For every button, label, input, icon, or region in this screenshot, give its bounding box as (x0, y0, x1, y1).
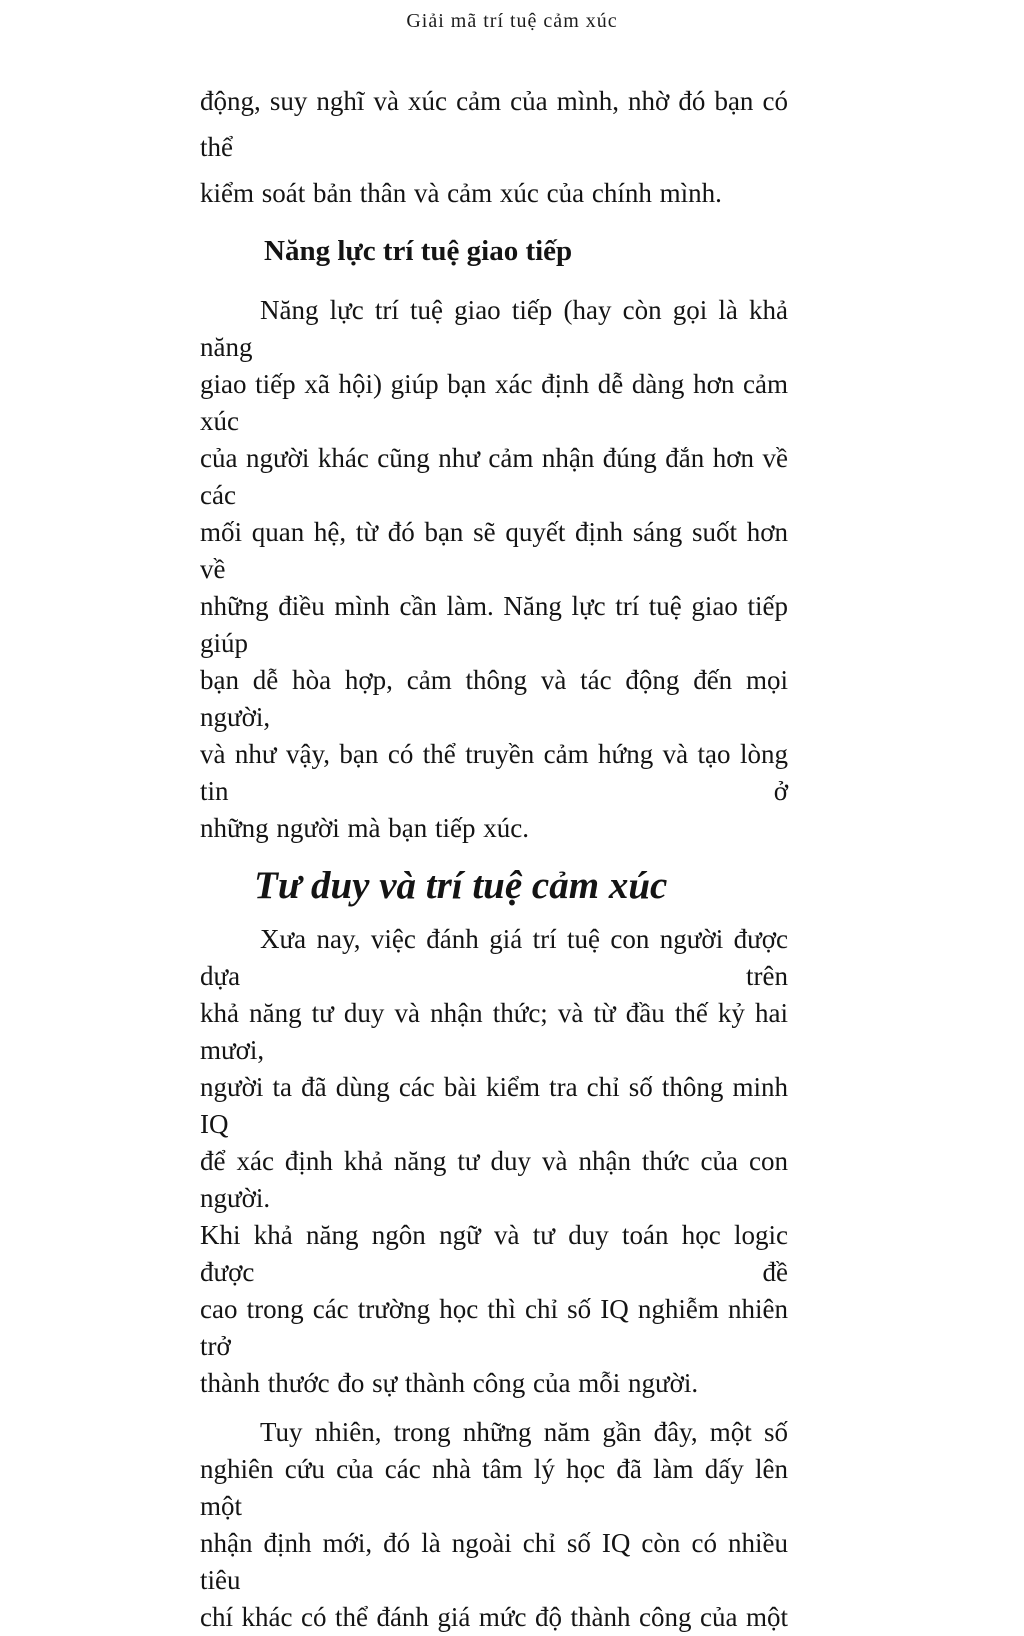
text-line: Xưa nay, việc đánh giá trí tuệ con người được dựa trên (200, 924, 788, 991)
text-line: động, suy nghĩ và xúc cảm của mình, nhờ đó bạn có thể (200, 86, 788, 162)
text-line: và như vậy, bạn có thể truyền cảm hứng và tạo lòng tin ở (200, 739, 788, 806)
text-line: nghiên cứu của các nhà tâm lý học đã làm dấy lên một (200, 1454, 788, 1521)
text-line: những điều mình cần làm. Năng lực trí tuệ giao tiếp giúp (200, 591, 788, 658)
text-line: chí khác có thể đánh giá mức độ thành công của một (200, 1602, 788, 1632)
text-line: khả năng tư duy và nhận thức; và từ đầu thế kỷ hai mươi, (200, 998, 788, 1065)
running-header: Giải mã trí tuệ cảm xúc (406, 10, 618, 32)
text-line: giao tiếp xã hội) giúp bạn xác định dễ dàng hơn cảm xúc (200, 369, 788, 436)
paragraph (200, 921, 788, 1402)
paragraph (200, 1414, 788, 1636)
subheading: Năng lực trí tuệ giao tiếp (264, 235, 573, 267)
text-line: người ta đã dùng các bài kiểm tra chỉ số thông minh IQ (200, 1072, 788, 1139)
paragraph (200, 78, 788, 216)
text-line: những người mà bạn tiếp xúc. (200, 813, 529, 843)
text-line: kiểm soát bản thân và cảm xúc của chính mình. (200, 178, 722, 208)
text-line: cao trong các trường học thì chỉ số IQ nghiễm nhiên trở (200, 1294, 788, 1361)
text-line: bạn dễ hòa hợp, cảm thông và tác động đến mọi người, (200, 665, 788, 732)
section-heading: Tư duy và trí tuệ cảm xúc (254, 864, 668, 907)
text-line: mối quan hệ, từ đó bạn sẽ quyết định sáng suốt hơn về (200, 517, 788, 584)
text-line: Tuy nhiên, trong những năm gần đây, một số (260, 1417, 788, 1447)
text-line: Năng lực trí tuệ giao tiếp (hay còn gọi là khả năng (200, 295, 788, 362)
text-line: Khi khả năng ngôn ngữ và tư duy toán học logic được đề (200, 1220, 788, 1287)
paragraph (200, 292, 788, 847)
text-line: của người khác cũng như cảm nhận đúng đắn hơn về các (200, 443, 788, 510)
text-line: thành thước đo sự thành công của mỗi người. (200, 1368, 699, 1398)
text-line: để xác định khả năng tư duy và nhận thức của con người. (200, 1146, 788, 1213)
text-line: nhận định mới, đó là ngoài chỉ số IQ còn có nhiều tiêu (200, 1528, 788, 1595)
page-text-column (200, 78, 788, 1636)
